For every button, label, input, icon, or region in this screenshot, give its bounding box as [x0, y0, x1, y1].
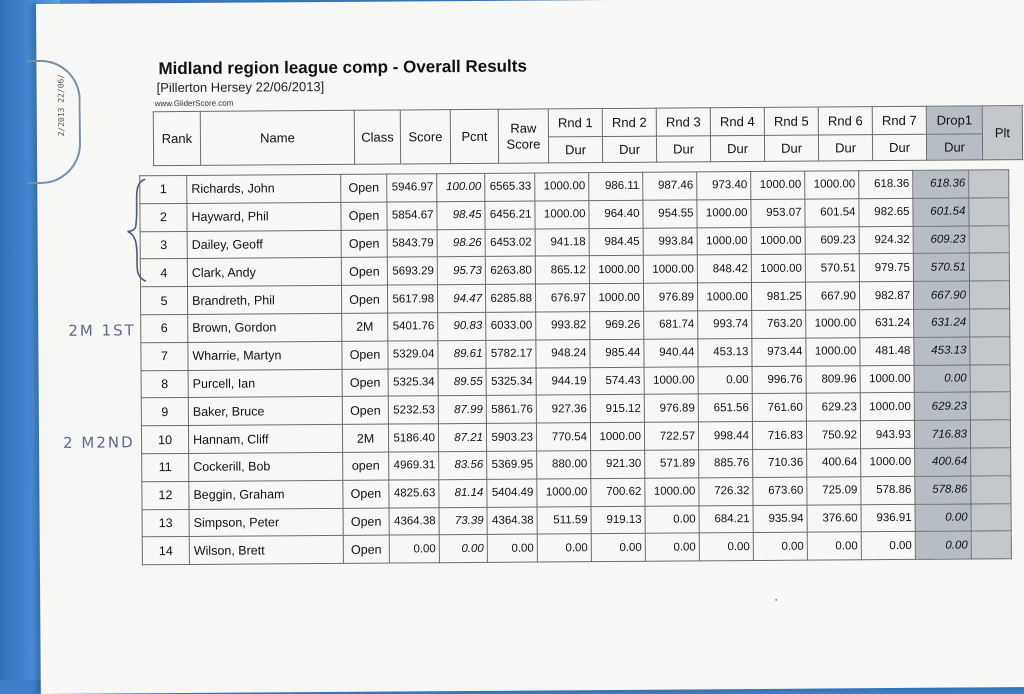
- cell-r2: 1000.00: [589, 283, 643, 311]
- header-name[interactable]: Name: [200, 110, 354, 165]
- cell-r7: 481.48: [860, 337, 914, 365]
- cell-r2: 921.30: [591, 450, 645, 478]
- cell-r2: 0.00: [591, 534, 645, 562]
- cell-r1: 770.54: [536, 423, 590, 451]
- cell-r4: 0.00: [699, 533, 753, 561]
- cell-class: Open: [342, 396, 388, 424]
- cell-r3: 1000.00: [643, 255, 697, 283]
- event-subtitle: [Pillerton Hersey 22/06/2013]: [156, 78, 325, 96]
- header-dur: Dur: [764, 135, 818, 161]
- cell-r6: 570.51: [805, 254, 859, 282]
- table-row: [142, 531, 1011, 565]
- cell-plt: [971, 475, 1011, 503]
- cell-r7: 982.65: [859, 198, 913, 226]
- cell-score: 5186.40: [388, 424, 438, 452]
- cell-drop: 618.36: [913, 170, 969, 198]
- cell-pcnt: 90.83: [438, 312, 486, 340]
- annotation-2m-first: 2M 1ST: [68, 321, 136, 340]
- cell-r7: 979.75: [859, 254, 913, 282]
- cell-r4: 726.32: [699, 477, 753, 505]
- cell-name: Brandreth, Phil: [187, 286, 341, 315]
- cell-r1: 927.36: [536, 395, 590, 423]
- cell-r7: 631.24: [860, 309, 914, 337]
- hand-drawn-brace: [125, 175, 150, 285]
- cell-r3: 940.44: [644, 339, 698, 367]
- annotation-2m-second: 2 M2ND: [63, 433, 135, 452]
- cell-drop: 629.23: [914, 392, 970, 420]
- cell-raw: 6033.00: [486, 312, 536, 340]
- cell-r2: 700.62: [591, 478, 645, 506]
- cell-r1: 944.19: [536, 367, 590, 395]
- cell-pcnt: 98.26: [437, 229, 485, 257]
- cell-raw: 6453.02: [485, 229, 535, 257]
- cell-r2: 1000.00: [589, 256, 643, 284]
- header-raw-score[interactable]: Raw Score: [498, 109, 548, 163]
- paper-speck: [775, 599, 777, 601]
- header-dur: Dur: [710, 135, 764, 161]
- cell-r4: 993.74: [698, 310, 752, 338]
- binder-clip: [26, 60, 81, 184]
- cell-rank: 2: [140, 203, 187, 231]
- cell-score: 4364.38: [389, 507, 439, 535]
- cell-r3: 987.46: [643, 172, 697, 200]
- cell-name: Clark, Andy: [187, 258, 341, 287]
- cell-r3: 0.00: [645, 533, 699, 561]
- cell-r1: 1000.00: [535, 200, 589, 228]
- cell-r5: 1000.00: [751, 227, 805, 255]
- results-table: [139, 169, 1024, 565]
- cell-r1: 1000.00: [535, 173, 589, 201]
- cell-r1: 0.00: [537, 534, 591, 562]
- cell-r6: 0.00: [807, 532, 861, 560]
- header-rnd-7[interactable]: Rnd 7: [872, 106, 926, 134]
- cell-r7: 578.86: [861, 476, 915, 504]
- cell-raw: 5861.76: [486, 395, 536, 423]
- cell-class: open: [343, 452, 389, 480]
- cell-rank: 14: [142, 537, 189, 565]
- header-pcnt[interactable]: Pcnt: [450, 109, 498, 163]
- cell-r6: 400.64: [807, 449, 861, 477]
- cell-r4: 0.00: [698, 366, 752, 394]
- cell-r5: 973.44: [752, 338, 806, 366]
- cell-class: 2M: [342, 313, 388, 341]
- cell-r4: 651.56: [698, 394, 752, 422]
- cell-r5: 935.94: [753, 505, 807, 533]
- cell-name: Hayward, Phil: [187, 202, 341, 231]
- cell-plt: [971, 531, 1011, 559]
- header-dur: Dur: [872, 134, 926, 160]
- cell-raw: 5325.34: [486, 368, 536, 396]
- cell-pcnt: 94.47: [437, 285, 485, 313]
- cell-name: Baker, Bruce: [188, 397, 342, 426]
- cell-r3: 0.00: [645, 505, 699, 533]
- cell-score: 0.00: [389, 535, 439, 563]
- cell-r4: 1000.00: [697, 199, 751, 227]
- cell-pcnt: 87.21: [438, 424, 486, 452]
- cell-r3: 571.89: [645, 450, 699, 478]
- cell-r1: 941.18: [535, 228, 589, 256]
- cell-r2: 574.43: [590, 367, 644, 395]
- header-rnd-2[interactable]: Rnd 2: [602, 108, 656, 136]
- cell-r4: 885.76: [699, 449, 753, 477]
- cell-score: 5329.04: [388, 340, 438, 368]
- cell-name: Wilson, Brett: [189, 536, 343, 565]
- header-rnd-1[interactable]: Rnd 1: [548, 109, 602, 137]
- cell-score: 5401.76: [388, 313, 438, 341]
- cell-score: 5232.53: [388, 396, 438, 424]
- cell-class: Open: [343, 535, 389, 563]
- cell-name: Wharrie, Martyn: [188, 341, 342, 370]
- cell-r4: 998.44: [698, 422, 752, 450]
- cell-raw: 6263.80: [485, 256, 535, 284]
- cell-rank: 9: [141, 398, 188, 426]
- cell-r7: 1000.00: [860, 365, 914, 393]
- cell-pcnt: 83.56: [439, 451, 487, 479]
- cell-pcnt: 0.00: [439, 535, 487, 563]
- cell-r4: 973.40: [697, 172, 751, 200]
- cell-rank: 12: [142, 481, 189, 509]
- cell-r5: 1000.00: [751, 255, 805, 283]
- cell-r7: 924.32: [859, 226, 913, 254]
- cell-rank: 5: [140, 287, 187, 315]
- header-dur: Dur: [602, 136, 656, 162]
- cell-score: 5843.79: [387, 229, 437, 257]
- cell-plt: [969, 281, 1009, 309]
- cell-drop: 631.24: [914, 309, 970, 337]
- cell-name: Simpson, Peter: [189, 508, 343, 537]
- cell-r4: 1000.00: [697, 227, 751, 255]
- cell-r7: 943.93: [860, 421, 914, 449]
- cell-rank: 6: [141, 314, 188, 342]
- cell-pcnt: 87.99: [438, 396, 486, 424]
- cell-r5: 673.60: [753, 477, 807, 505]
- cell-score: 5325.34: [388, 368, 438, 396]
- cell-score: 4969.31: [389, 452, 439, 480]
- cell-raw: 6565.33: [485, 173, 535, 201]
- cell-r2: 964.40: [589, 200, 643, 228]
- cell-r7: 936.91: [861, 504, 915, 532]
- cell-plt: [969, 198, 1009, 226]
- cell-raw: 5404.49: [487, 479, 537, 507]
- header-rnd-5[interactable]: Rnd 5: [764, 107, 818, 135]
- cell-r6: 667.90: [805, 282, 859, 310]
- cell-raw: 0.00: [487, 534, 537, 562]
- cell-score: 4825.63: [389, 479, 439, 507]
- cell-plt: [970, 336, 1010, 364]
- cell-class: Open: [343, 508, 389, 536]
- header-drop1[interactable]: Drop1: [926, 106, 982, 134]
- cell-r1: 676.97: [535, 284, 589, 312]
- cell-r5: 763.20: [752, 310, 806, 338]
- cell-class: Open: [341, 257, 387, 285]
- cell-r2: 969.26: [590, 311, 644, 339]
- cell-plt: [971, 448, 1011, 476]
- cell-drop: 0.00: [915, 504, 971, 532]
- cell-rank: 3: [140, 231, 187, 259]
- cell-rank: 1: [140, 175, 187, 203]
- cell-r6: 725.09: [807, 477, 861, 505]
- cell-pcnt: 73.39: [439, 507, 487, 535]
- cell-r4: 684.21: [699, 505, 753, 533]
- cell-rank: 10: [141, 426, 188, 454]
- cell-r7: 982.87: [859, 282, 913, 310]
- cell-name: Brown, Gordon: [188, 313, 342, 342]
- cell-plt: [969, 225, 1009, 253]
- cell-r1: 511.59: [537, 506, 591, 534]
- cell-drop: 0.00: [915, 531, 971, 559]
- cell-drop: 400.64: [915, 448, 971, 476]
- cell-r3: 993.84: [643, 227, 697, 255]
- cell-r6: 609.23: [805, 226, 859, 254]
- cell-drop: 0.00: [914, 365, 970, 393]
- header-plt[interactable]: Plt: [982, 106, 1022, 160]
- cell-r1: 948.24: [536, 339, 590, 367]
- header-dur: Dur: [926, 134, 982, 160]
- cell-r3: 1000.00: [645, 478, 699, 506]
- header-dur: Dur: [818, 135, 872, 161]
- cell-r5: 1000.00: [751, 171, 805, 199]
- cell-pcnt: 100.00: [437, 173, 485, 201]
- cell-r2: 985.44: [590, 339, 644, 367]
- cell-r1: 1000.00: [537, 478, 591, 506]
- cell-r3: 954.55: [643, 200, 697, 228]
- cell-r5: 761.60: [752, 394, 806, 422]
- cell-rank: 4: [140, 259, 187, 287]
- cell-plt: [970, 420, 1010, 448]
- binder-text: 2/2013 22/06/: [56, 73, 66, 137]
- cell-name: Dailey, Geoff: [187, 230, 341, 259]
- header-score[interactable]: Score: [400, 110, 450, 164]
- cell-r5: 996.76: [752, 366, 806, 394]
- cell-class: Open: [341, 285, 387, 313]
- cell-r3: 976.89: [644, 394, 698, 422]
- header-rnd-4[interactable]: Rnd 4: [710, 107, 764, 135]
- cell-name: Purcell, Ian: [188, 369, 342, 398]
- cell-r2: 984.45: [589, 228, 643, 256]
- results-sheet: [36, 0, 1024, 694]
- cell-rank: 11: [142, 453, 189, 481]
- cell-class: 2M: [342, 424, 388, 452]
- cell-r4: 1000.00: [697, 283, 751, 311]
- cell-r2: 986.11: [589, 172, 643, 200]
- cell-r6: 629.23: [806, 393, 860, 421]
- cell-r5: 710.36: [753, 449, 807, 477]
- cell-r6: 809.96: [806, 365, 860, 393]
- cell-rank: 13: [142, 509, 189, 537]
- cell-class: Open: [342, 369, 388, 397]
- cell-score: 5946.97: [387, 174, 437, 202]
- cell-r6: 376.60: [807, 504, 861, 532]
- website-link[interactable]: www.GliderScore.com: [154, 98, 234, 109]
- cell-name: Hannam, Cliff: [188, 425, 342, 454]
- header-dur: Dur: [548, 137, 602, 163]
- cell-pcnt: 98.45: [437, 201, 485, 229]
- cell-raw: 4364.38: [487, 507, 537, 535]
- cell-r2: 919.13: [591, 506, 645, 534]
- cell-r6: 750.92: [806, 421, 860, 449]
- header-rank[interactable]: Rank: [153, 111, 200, 165]
- cell-class: Open: [342, 341, 388, 369]
- cell-r3: 976.89: [643, 283, 697, 311]
- cell-raw: 5903.23: [486, 423, 536, 451]
- header-rnd-3[interactable]: Rnd 3: [656, 108, 710, 136]
- cell-r5: 953.07: [751, 199, 805, 227]
- cell-class: Open: [341, 202, 387, 230]
- cell-plt: [970, 309, 1010, 337]
- page-title: Midland region league comp - Overall Results: [158, 56, 527, 79]
- cell-score: 5693.29: [387, 257, 437, 285]
- cell-raw: 6456.21: [485, 201, 535, 229]
- cell-r6: 1000.00: [806, 310, 860, 338]
- cell-class: Open: [341, 174, 387, 202]
- cell-drop: 453.13: [914, 337, 970, 365]
- cell-class: Open: [341, 230, 387, 258]
- table-header: [153, 105, 1024, 167]
- cell-raw: 5369.95: [487, 451, 537, 479]
- cell-r7: 618.36: [859, 170, 913, 198]
- cell-r5: 0.00: [753, 532, 807, 560]
- cell-rank: 7: [141, 342, 188, 370]
- cell-r1: 865.12: [535, 256, 589, 284]
- cell-plt: [969, 170, 1009, 198]
- cell-drop: 570.51: [913, 253, 969, 281]
- cell-score: 5854.67: [387, 202, 437, 230]
- cell-r3: 1000.00: [644, 366, 698, 394]
- cell-r5: 981.25: [751, 282, 805, 310]
- cell-raw: 5782.17: [486, 340, 536, 368]
- cell-r2: 1000.00: [590, 422, 644, 450]
- cell-r1: 993.82: [536, 312, 590, 340]
- cell-r4: 453.13: [698, 338, 752, 366]
- cell-r7: 1000.00: [861, 448, 915, 476]
- cell-r5: 716.83: [752, 421, 806, 449]
- cell-r3: 722.57: [644, 422, 698, 450]
- cell-r2: 915.12: [590, 395, 644, 423]
- cell-raw: 6285.88: [485, 284, 535, 312]
- cell-r4: 848.42: [697, 255, 751, 283]
- cell-pcnt: 89.55: [438, 368, 486, 396]
- cell-r1: 880.00: [537, 451, 591, 479]
- cell-r6: 1000.00: [805, 171, 859, 199]
- cell-pcnt: 95.73: [437, 257, 485, 285]
- cell-plt: [970, 364, 1010, 392]
- cell-r7: 0.00: [861, 532, 915, 560]
- cell-rank: 8: [141, 370, 188, 398]
- cell-name: Richards, John: [187, 174, 341, 203]
- cell-score: 5617.98: [387, 285, 437, 313]
- cell-r7: 1000.00: [860, 393, 914, 421]
- cell-r6: 1000.00: [806, 338, 860, 366]
- cell-r3: 681.74: [644, 311, 698, 339]
- cell-drop: 601.54: [913, 198, 969, 226]
- cell-plt: [970, 392, 1010, 420]
- cell-name: Beggin, Graham: [189, 480, 343, 509]
- header-rnd-6[interactable]: Rnd 6: [818, 107, 872, 135]
- cell-plt: [971, 503, 1011, 531]
- cell-drop: 667.90: [913, 281, 969, 309]
- cell-plt: [969, 253, 1009, 281]
- cell-name: Cockerill, Bob: [189, 452, 343, 481]
- cell-drop: 609.23: [913, 226, 969, 254]
- cell-pcnt: 89.61: [438, 340, 486, 368]
- cell-drop: 578.86: [915, 476, 971, 504]
- header-class[interactable]: Class: [354, 110, 400, 164]
- cell-pcnt: 81.14: [439, 479, 487, 507]
- cell-class: Open: [343, 480, 389, 508]
- header-dur: Dur: [656, 136, 710, 162]
- cell-r6: 601.54: [805, 199, 859, 227]
- cell-drop: 716.83: [914, 420, 970, 448]
